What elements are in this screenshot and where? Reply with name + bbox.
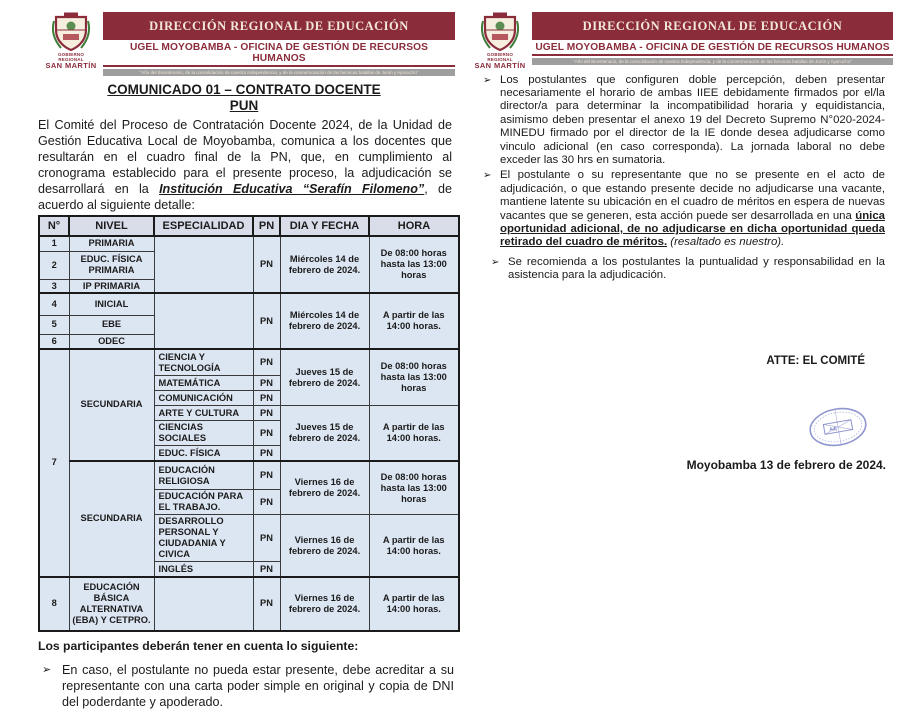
table-row — [39, 461, 459, 490]
fecha-cell: Jueves 15 de febrero de 2024. — [280, 349, 369, 406]
fecha-cell: Viernes 16 de febrero de 2024. — [280, 577, 369, 631]
pn-cell: PN — [253, 376, 280, 391]
num-cell: 2 — [39, 251, 69, 279]
list-item — [483, 74, 885, 168]
arrow-bullet-icon: ➢ — [483, 74, 492, 86]
office-line: UGEL MOYOBAMBA - OFICINA DE GESTIÓN DE RECURSOS HUMANOS — [103, 40, 455, 67]
note-heading: Los participantes deberán tener en cuenta lo siguiente: — [38, 638, 359, 653]
table-header-row — [39, 216, 459, 236]
letterhead — [45, 12, 455, 76]
pn-cell: PN — [253, 577, 280, 631]
pn-cell: PN — [253, 446, 280, 461]
bullet-no-show-note: (resaltado es nuestro). — [667, 236, 785, 249]
col-header-pn: PN — [253, 216, 280, 236]
num-cell: 4 — [39, 293, 69, 315]
fecha-cell: Viernes 16 de febrero de 2024. — [280, 515, 369, 577]
pn-cell: PN — [253, 293, 280, 348]
bullet-no-show — [500, 169, 885, 249]
hora-cell: De 08:00 horas hasta las 13:00 horas — [369, 236, 459, 293]
letterhead-banners — [532, 12, 893, 65]
title-line2: PUN — [229, 97, 259, 113]
nivel-cell: EDUC. FÍSICA PRIMARIA — [69, 251, 154, 279]
ink-stamp — [805, 402, 871, 457]
bullet-no-show-emphasis: única oportunidad adicional, de no adjudicarse en dicha oportunidad queda retirado del cuadro de méritos. — [500, 209, 885, 249]
num-cell: 1 — [39, 236, 69, 251]
hora-cell: A partir de las 14:00 horas. — [369, 293, 459, 348]
pn-cell: PN — [253, 349, 280, 376]
bullet-no-show-pre: El postulante o su representante que no se presente en el acto de adjudicación, o que estando presente decide no adjudicarse una vacante, mantiene latente su ubicación en el cuadro de méritos en espera de nuevas vacantes que se generen, esta acción puede ser desarrollada en una — [500, 169, 885, 222]
hora-cell: A partir de las 14:00 horas. — [369, 515, 459, 577]
fecha-cell: Miércoles 14 de febrero de 2024. — [280, 293, 369, 348]
hora-cell: A partir de las 14:00 horas. — [369, 406, 459, 461]
signature-line: ATTE: EL COMITÉ — [766, 354, 865, 367]
especialidad-cell-empty — [154, 577, 253, 631]
logo-caption-line1: GOBIERNO REGIONAL — [57, 52, 85, 62]
regional-government-logo — [45, 12, 97, 70]
logo-caption-line2: SAN MARTÍN — [45, 61, 97, 70]
regional-government-logo — [474, 12, 526, 70]
nivel-cell: EBE — [69, 315, 154, 334]
title-line1: COMUNICADO 01 – CONTRATO DOCENTE — [107, 82, 381, 97]
stamp-text: Adj — [828, 425, 838, 433]
especialidad-cell-empty — [154, 236, 253, 293]
col-header-fecha: DIA Y FECHA — [280, 216, 369, 236]
list-item — [42, 662, 454, 710]
fecha-cell: Miércoles 14 de febrero de 2024. — [280, 236, 369, 293]
especialidad-cell-empty — [154, 293, 253, 348]
num-cell: 5 — [39, 315, 69, 334]
document-title — [38, 82, 450, 113]
num-cell: 6 — [39, 334, 69, 348]
pn-cell: PN — [253, 515, 280, 562]
pn-cell: PN — [253, 406, 280, 421]
bullet-double-perception: Los postulantes que configuren doble percepción, deben presentar necesariamente el horario de ambas IIEE debidamente firmados por el/la director/a para determinar la incompatibilidad horaria y equidistancia, asimismo deben presentar el anexo 19 del Decreto Supremo N°020-2024-MINEDU firmado por el director de la IE donde desea adjudicarse como vinculo adicional (en caso corresponda). La jornada laboral no debe exceder las 30 hrs en sumatoria. — [500, 73, 885, 166]
especialidad-cell: EDUCACIÓN PARA EL TRABAJO. — [154, 490, 253, 515]
institution-name: Institución Educativa “Serafín Filomeno” — [159, 182, 425, 196]
letterhead-banners — [103, 12, 455, 76]
hora-cell: De 08:00 horas hasta las 13:00 horas — [369, 461, 459, 515]
arrow-bullet-icon: ➢ — [491, 256, 500, 268]
fecha-cell: Jueves 15 de febrero de 2024. — [280, 406, 369, 461]
coat-of-arms-icon — [478, 12, 522, 52]
col-header-num: N° — [39, 216, 69, 236]
org-name-banner: DIRECCIÓN REGIONAL DE EDUCACIÓN — [532, 12, 893, 40]
logo-caption-line2: SAN MARTÍN — [474, 61, 526, 70]
nivel-cell: EDUCACIÓN BÁSICA ALTERNATIVA (EBA) Y CETPRO. — [69, 577, 154, 631]
pn-cell: PN — [253, 391, 280, 406]
date-place-line: Moyobamba 13 de febrero de 2024. — [686, 458, 886, 472]
pn-cell: PN — [253, 461, 280, 490]
org-name-banner: DIRECCIÓN REGIONAL DE EDUCACIÓN — [103, 12, 455, 40]
especialidad-cell: CIENCIA Y TECNOLOGÍA — [154, 349, 253, 376]
especialidad-cell: ARTE Y CULTURA — [154, 406, 253, 421]
col-header-nivel: NIVEL — [69, 216, 154, 236]
table-row — [39, 293, 459, 315]
especialidad-cell: INGLÉS — [154, 562, 253, 577]
hora-cell: A partir de las 14:00 horas. — [369, 577, 459, 631]
especialidad-cell: EDUCACIÓN RELIGIOSA — [154, 461, 253, 490]
especialidad-cell: COMUNICACIÓN — [154, 391, 253, 406]
nivel-cell: INICIAL — [69, 293, 154, 315]
especialidad-cell: EDUC. FÍSICA — [154, 446, 253, 461]
nivel-cell: ODEC — [69, 334, 154, 348]
nivel-cell: SECUNDARIA — [69, 349, 154, 461]
num-cell: 7 — [39, 349, 69, 577]
table-row — [39, 236, 459, 251]
list-item — [491, 256, 885, 283]
especialidad-cell: MATEMÁTICA — [154, 376, 253, 391]
table-row — [39, 577, 459, 631]
arrow-bullet-icon: ➢ — [483, 170, 492, 182]
especialidad-cell: CIENCIAS SOCIALES — [154, 421, 253, 446]
note-bullet-text: En caso, el postulante no pueda estar presente, debe acreditar a su representante con una carta poder simple en original y copia de DNI del poderdante y apoderado. — [62, 662, 454, 709]
letterhead — [474, 12, 893, 70]
logo-caption-line1: GOBIERNO REGIONAL — [486, 52, 514, 62]
nivel-cell: IP PRIMARIA — [69, 279, 154, 293]
round-stamp-icon — [805, 402, 871, 452]
col-header-especialidad: ESPECIALIDAD — [154, 216, 253, 236]
num-cell: 8 — [39, 577, 69, 631]
pn-cell: PN — [253, 236, 280, 293]
year-slogan-strip: “Año del Bicentenario, de la consolidación de nuestra Independencia, y de la conmemoración de las heroicas batallas de Junín y Ayacucho” — [103, 69, 455, 76]
fecha-cell: Viernes 16 de febrero de 2024. — [280, 461, 369, 515]
pn-cell: PN — [253, 421, 280, 446]
arrow-bullet-icon: ➢ — [42, 663, 52, 676]
intro-paragraph — [38, 117, 452, 213]
office-line: UGEL MOYOBAMBA - OFICINA DE GESTIÓN DE RECURSOS HUMANOS — [532, 40, 893, 56]
num-cell: 3 — [39, 279, 69, 293]
pn-cell: PN — [253, 490, 280, 515]
bullet-punctuality: Se recomienda a los postulantes la puntualidad y responsabilidad en la asistencia para la adjudicación. — [508, 255, 885, 282]
nivel-cell: SECUNDARIA — [69, 461, 154, 577]
document-page-2 — [462, 0, 900, 656]
pn-cell: PN — [253, 562, 280, 577]
intro-text: El Comité del Proceso de Contratación Docente 2024, de la Unidad de Gestión Educativa Local de Moyobamba, comunica a los docentes que resultarán en el cuadro final de la PN, que, en cumplimiento al cronograma establecido para el presente proceso, la adjudicación se desarrollará en la — [38, 118, 452, 196]
list-item — [483, 169, 885, 249]
intro-text-end: , de acuerdo al siguiente detalle: — [38, 182, 452, 212]
year-slogan-strip: “Año del Bicentenario, de la consolidación de nuestra Independencia, y de la conmemoración de las heroicas batallas de Junín y Ayacucho” — [532, 58, 893, 65]
conditions-list — [483, 74, 885, 283]
col-header-hora: HORA — [369, 216, 459, 236]
adjudication-schedule-table — [38, 215, 460, 632]
nivel-cell: PRIMARIA — [69, 236, 154, 251]
hora-cell: De 08:00 horas hasta las 13:00 horas — [369, 349, 459, 406]
especialidad-cell: DESARROLLO PERSONAL Y CIUDADANIA Y CIVICA — [154, 515, 253, 562]
coat-of-arms-icon — [49, 12, 93, 52]
table-row — [39, 349, 459, 376]
